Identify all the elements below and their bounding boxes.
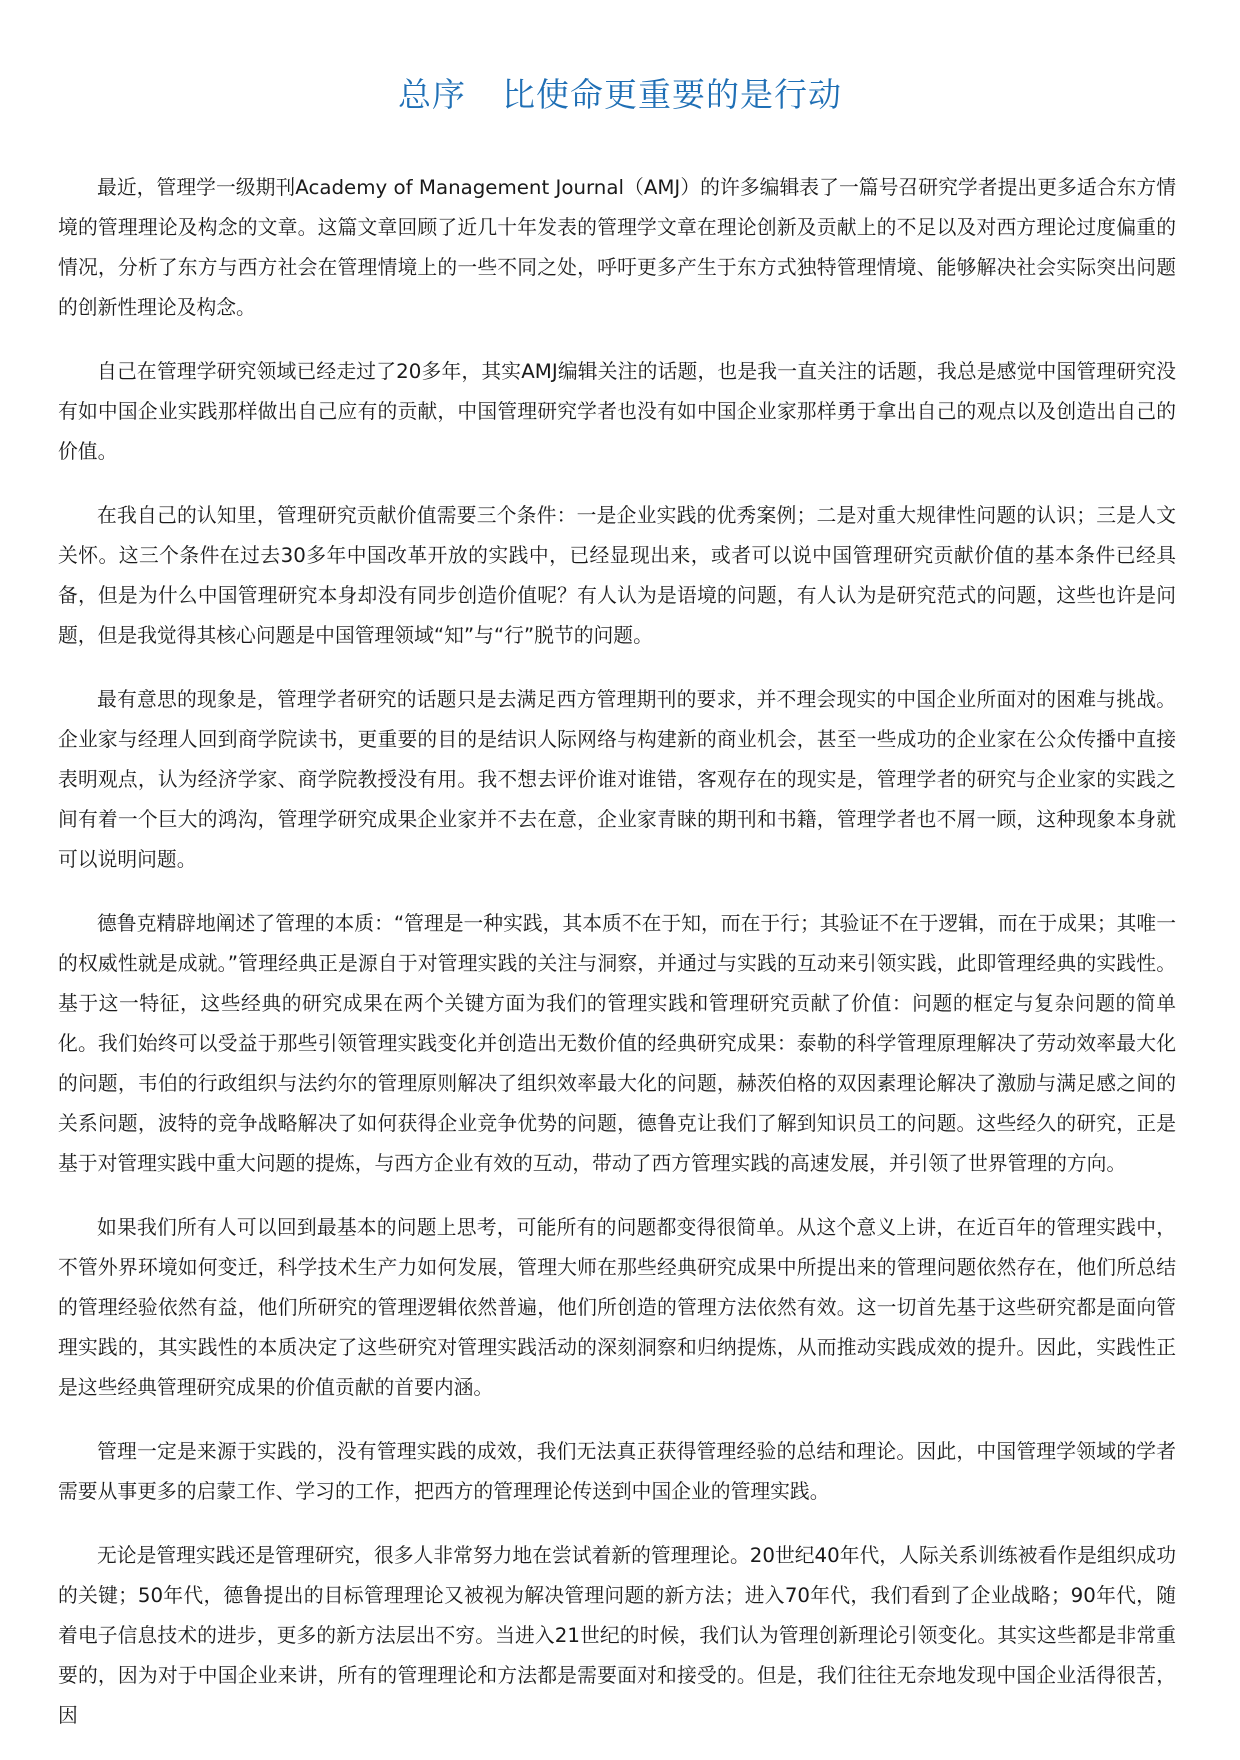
document-body <box>58 168 1176 1760</box>
page-title <box>0 70 1240 120</box>
paragraph: 无论是管理实践还是管理研究，很多人非常努力地在尝试着新的管理理论。20世纪40年代，人际关系训练被看作是组织成功的关键；50年代，德鲁提出的目标管理理论又被视为解决管理问题的新方法；进入70年代，我们看到了企业战略；90年代，随着电子信息技术的进步，更多的新方法层出不穷。当进入21世纪的时候，我们认为管理创新理论引领变化。其实这些都是非常重要的，因为对于中国企业来讲，所有的管理理论和方法都是需要面对和接受的。但是，我们往往无奈地发现中国企业活得很苦，因 <box>58 1544 1176 1727</box>
paragraph: 管理一定是来源于实践的，没有管理实践的成效，我们无法真正获得管理经验的总结和理论。因此，中国管理学领域的学者需要从事更多的启蒙工作、学习的工作，把西方的管理理论传送到中国企业的管理实践。 <box>58 1440 1176 1503</box>
paragraph: 德鲁克精辟地阐述了管理的本质：“管理是一种实践，其本质不在于知，而在于行；其验证不在于逻辑，而在于成果；其唯一的权威性就是成就。”管理经典正是源自于对管理实践的关注与洞察，并通过与实践的互动来引领实践，此即管理经典的实践性。基于这一特征，这些经典的研究成果在两个关键方面为我们的管理实践和管理研究贡献了价值：问题的框定与复杂问题的简单化。我们始终可以受益于那些引领管理实践变化并创造出无数价值的经典研究成果：泰勒的科学管理原理解决了劳动效率最大化的问题，韦伯的行政组织与法约尔的管理原则解决了组织效率最大化的问题，赫茨伯格的双因素理论解决了激励与满足感之间的关系问题，波特的竞争战略解决了如何获得企业竞争优势的问题，德鲁克让我们了解到知识员工的问题。这些经久的研究，正是基于对管理实践中重大问题的提炼，与西方企业有效的互动，带动了西方管理实践的高速发展，并引领了世界管理的方向。 <box>58 912 1176 1175</box>
title-main-text: 比使命更重要的是行动 <box>502 75 842 114</box>
paragraph: 在我自己的认知里，管理研究贡献价值需要三个条件：一是企业实践的优秀案例；二是对重大规律性问题的认识；三是人文关怀。这三个条件在过去30多年中国改革开放的实践中，已经显现出来，或者可以说中国管理研究贡献价值的基本条件已经具备，但是为什么中国管理研究本身却没有同步创造价值呢？有人认为是语境的问题，有人认为是研究范式的问题，这些也许是问题，但是我觉得其核心问题是中国管理领域“知”与“行”脱节的问题。 <box>58 504 1176 647</box>
title-section-label: 总序 <box>398 75 466 114</box>
paragraph: 如果我们所有人可以回到最基本的问题上思考，可能所有的问题都变得很简单。从这个意义上讲，在近百年的管理实践中，不管外界环境如何变迁，科学技术生产力如何发展，管理大师在那些经典研究成果中所提出来的管理问题依然存在，他们所总结的管理经验依然有益，他们所研究的管理逻辑依然普遍，他们所创造的管理方法依然有效。这一切首先基于这些研究都是面向管理实践的，其实践性的本质决定了这些研究对管理实践活动的深刻洞察和归纳提炼，从而推动实践成效的提升。因此，实践性正是这些经典管理研究成果的价值贡献的首要内涵。 <box>58 1216 1176 1399</box>
paragraph: 最有意思的现象是，管理学者研究的话题只是去满足西方管理期刊的要求，并不理会现实的中国企业所面对的困难与挑战。企业家与经理人回到商学院读书，更重要的目的是结识人际网络与构建新的商业机会，甚至一些成功的企业家在公众传播中直接表明观点，认为经济学家、商学院教授没有用。我不想去评价谁对谁错，客观存在的现实是，管理学者的研究与企业家的实践之间有着一个巨大的鸿沟，管理学研究成果企业家并不去在意，企业家青睐的期刊和书籍，管理学者也不屑一顾，这种现象本身就可以说明问题。 <box>58 688 1176 871</box>
paragraph: 最近，管理学一级期刊Academy of Management Journal（AMJ）的许多编辑表了一篇号召研究学者提出更多适合东方情境的管理理论及构念的文章。这篇文章回顾了近几十年发表的管理学文章在理论创新及贡献上的不足以及对西方理论过度偏重的情况，分析了东方与西方社会在管理情境上的一些不同之处，呼吁更多产生于东方式独特管理情境、能够解决社会实际突出问题的创新性理论及构念。 <box>58 176 1176 319</box>
paragraph: 自己在管理学研究领域已经走过了20多年，其实AMJ编辑关注的话题，也是我一直关注的话题，我总是感觉中国管理研究没有如中国企业实践那样做出自己应有的贡献，中国管理研究学者也没有如中国企业家那样勇于拿出自己的观点以及创造出自己的价值。 <box>58 360 1176 463</box>
